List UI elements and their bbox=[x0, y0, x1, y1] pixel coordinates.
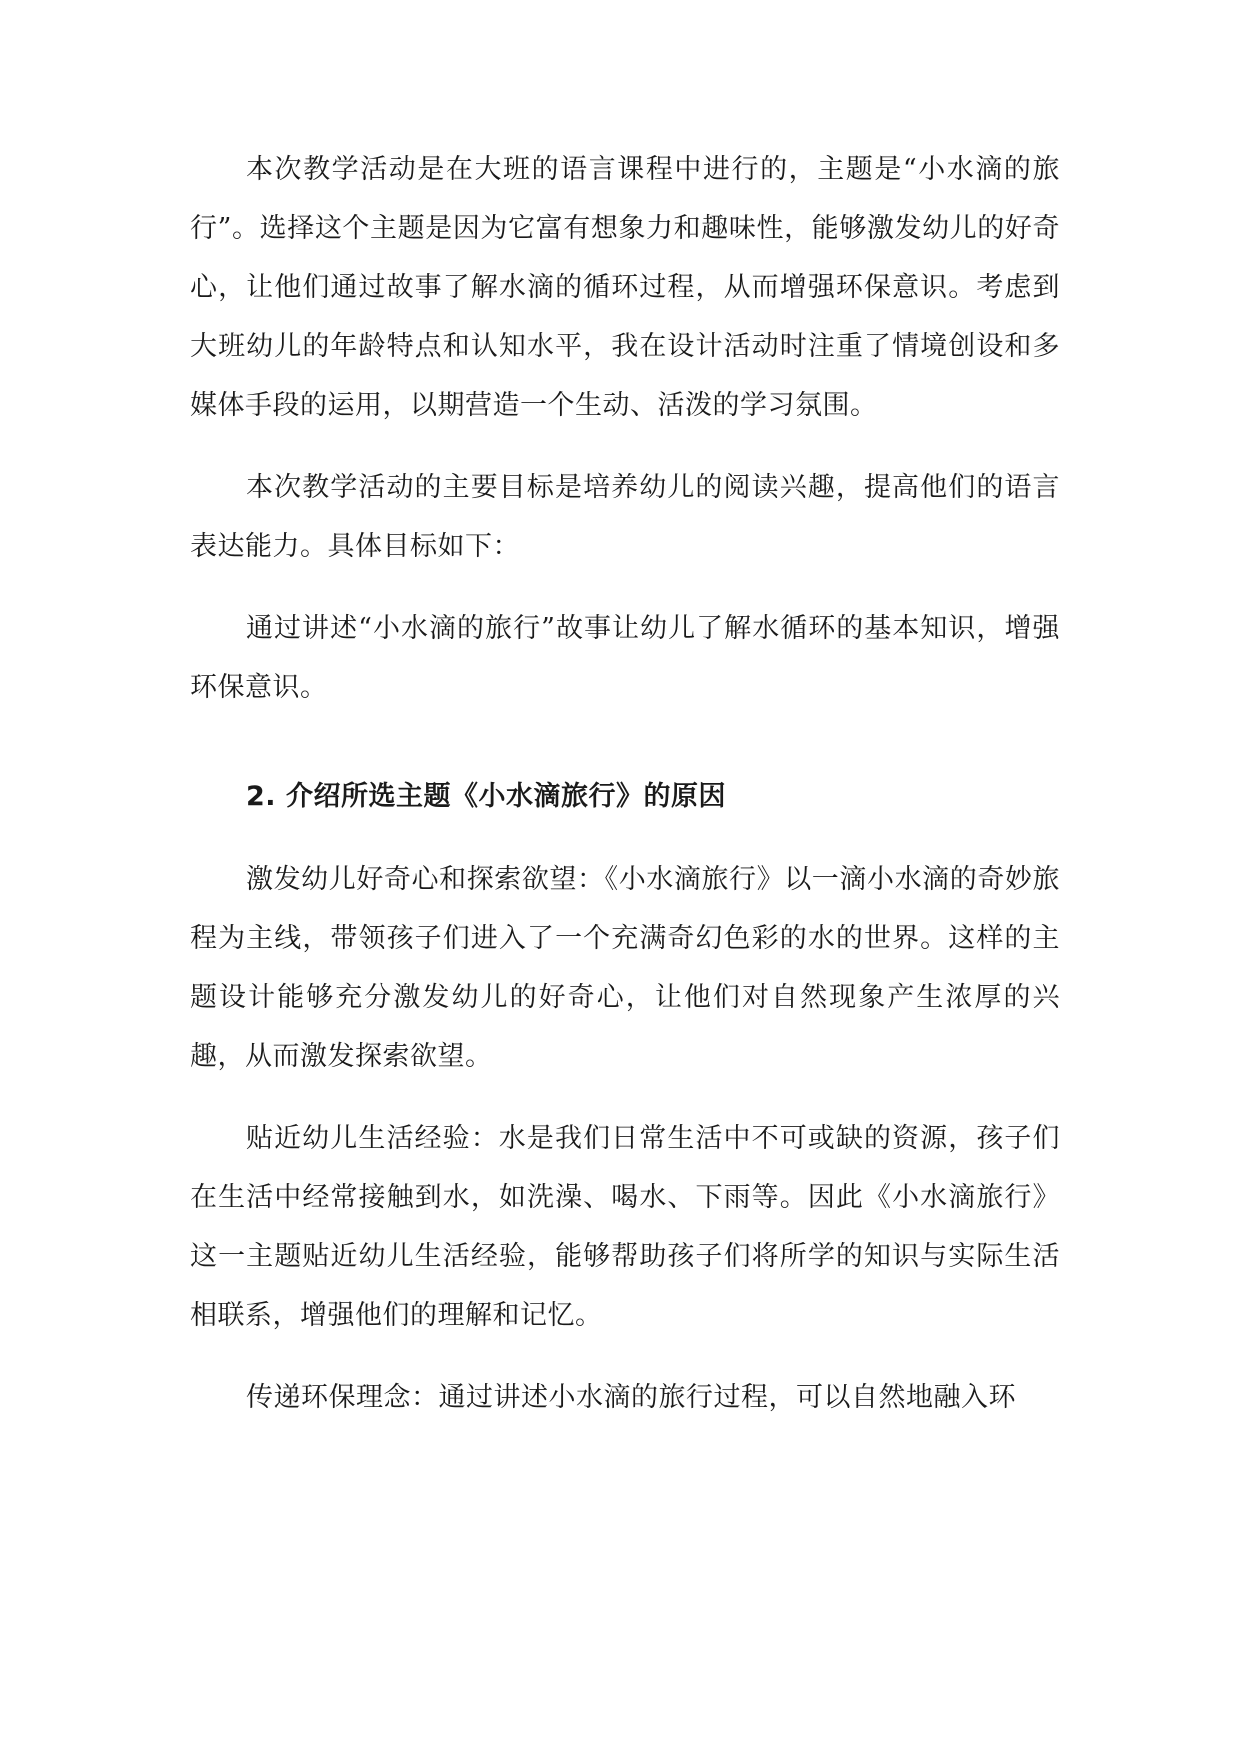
paragraph-reason-curiosity: 激发幼儿好奇心和探索欲望：《小水滴旅行》以一滴小水滴的奇妙旅程为主线，带领孩子们进入了一个充满奇幻色彩的水的世界。这样的主题设计能够充分激发幼儿的好奇心，让他们对自然现象产生浓厚的兴趣，从而激发探索欲望。 bbox=[190, 864, 1060, 1072]
section-heading: 2. 介绍所选主题《小水滴旅行》的原因 bbox=[246, 781, 726, 812]
paragraph-reason-life-experience: 贴近幼儿生活经验：水是我们日常生活中不可或缺的资源，孩子们在生活中经常接触到水，如洗澡、喝水、下雨等。因此《小水滴旅行》这一主题贴近幼儿生活经验，能够帮助孩子们将所学的知识与实际生活相联系，增强他们的理解和记忆。 bbox=[190, 1123, 1060, 1331]
paragraph-intro-specific-goal: 通过讲述“小水滴的旅行”故事让幼儿了解水循环的基本知识，增强环保意识。 bbox=[190, 613, 1060, 703]
document-page bbox=[190, 140, 1060, 1427]
paragraph-intro-goals: 本次教学活动的主要目标是培养幼儿的阅读兴趣，提高他们的语言表达能力。具体目标如下： bbox=[190, 472, 1060, 562]
paragraph-reason-environment: 传递环保理念：通过讲述小水滴的旅行过程，可以自然地融入环 bbox=[246, 1382, 1016, 1413]
paragraph-intro-background: 本次教学活动是在大班的语言课程中进行的，主题是“小水滴的旅行”。选择这个主题是因为它富有想象力和趣味性，能够激发幼儿的好奇心，让他们通过故事了解水滴的循环过程，从而增强环保意识。考虑到大班幼儿的年龄特点和认知水平，我在设计活动时注重了情境创设和多媒体手段的运用，以期营造一个生动、活泼的学习氛围。 bbox=[190, 154, 1060, 421]
